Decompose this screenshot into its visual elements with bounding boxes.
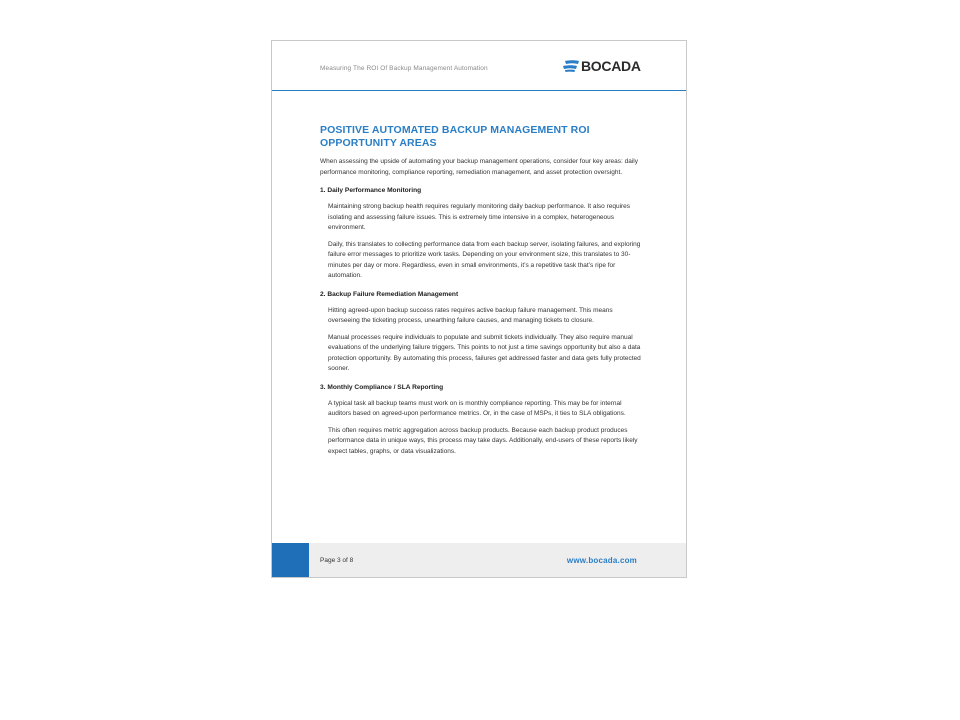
bocada-logo	[562, 58, 641, 74]
page-number: Page 3 of 8	[320, 557, 354, 564]
item-paragraph: This often requires metric aggregation across backup products. Because each backup product produces performance data in unique ways, this process may take days. Additionally, end-users of these reports likely expect tables, graphs, or data visualizations.	[328, 426, 638, 455]
item-paragraph: Hitting agreed-upon backup success rates requires active backup failure management. This means overseeing the ticketing process, unearthing failure causes, and managing tickets to closure.	[328, 306, 613, 324]
item-paragraph: A typical task all backup teams must work on is monthly compliance reporting. This may be for internal auditors based on agreed-upon performance metrics. Or, in the case of MSPs, it ties to SLA obligations.	[328, 399, 626, 417]
page-header	[272, 41, 686, 91]
roi-area-compliance-reporting	[320, 383, 642, 458]
page-content	[320, 124, 642, 465]
logo-text: BOCADA	[581, 58, 641, 74]
roi-area-remediation-management	[320, 290, 642, 375]
roi-area-daily-monitoring	[320, 186, 642, 282]
item-paragraph: Manual processes require individuals to populate and submit tickets individually. They also require manual evaluations of the underlying failure triggers. This points to not just a time savings opportunity but also a data protection opportunity. By automating this process, failures get addressed faster and data gets fully protected sooner.	[328, 333, 641, 372]
bocada-swoosh-icon	[562, 59, 580, 73]
footer-url-link[interactable]: www.bocada.com	[566, 556, 637, 565]
header-title: Measuring The ROI Of Backup Management Automation	[320, 65, 488, 72]
item-heading: 1. Daily Performance Monitoring	[320, 187, 422, 194]
intro-paragraph: When assessing the upside of automating your backup management operations, consider four key areas: daily performance monitoring, compliance reporting, remediation management, and asset protection oversight.	[320, 158, 638, 176]
item-heading: 3. Monthly Compliance / SLA Reporting	[320, 383, 444, 391]
footer-accent-bar	[272, 543, 309, 578]
item-paragraph: Maintaining strong backup health requires regularly monitoring daily backup performance. It also requires isolating and assessing failure issues. This is extremely time intensive in a complex, heterogeneous environment.	[328, 203, 631, 231]
section-title: POSITIVE AUTOMATED BACKUP MANAGEMENT ROI OPPORTUNITY AREAS	[320, 124, 590, 149]
page-footer	[272, 543, 686, 578]
item-paragraph: Daily, this translates to collecting performance data from each backup server, isolating failures, and exploring failure error messages to prioritize work tasks. Depending on your environment size, this translates to 30-minutes per day or more. Regardless, even in small environments, it’s a repetitive task that’s ripe for automation.	[328, 240, 641, 279]
document-page	[271, 40, 687, 578]
item-heading: 2. Backup Failure Remediation Management	[320, 290, 459, 298]
